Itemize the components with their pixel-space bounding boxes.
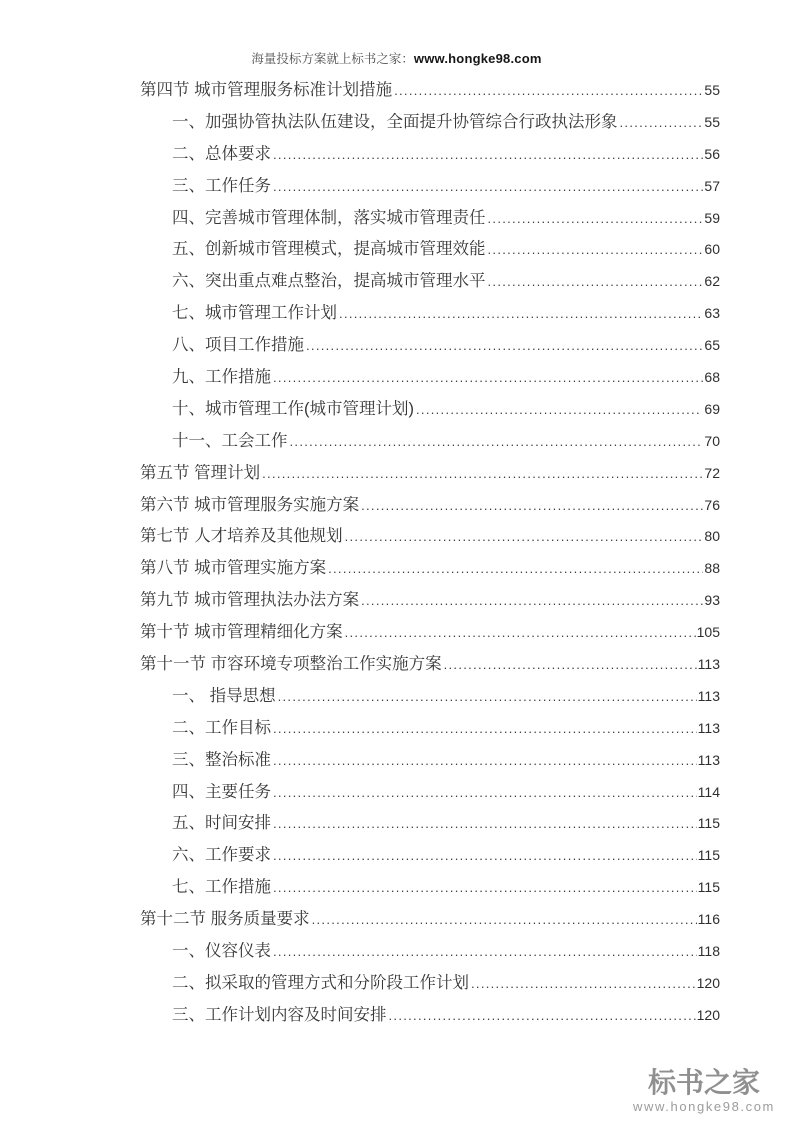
toc-entry[interactable] (140, 234, 720, 266)
toc-dotted-leader (328, 553, 703, 585)
toc-entry[interactable] (140, 266, 720, 298)
toc-dotted-leader (394, 75, 703, 107)
toc-entry-page-number: 63 (704, 305, 720, 322)
watermark-url: www.hongke98.com (633, 1099, 775, 1114)
toc-entry-label: 四、完善城市管理体制，落实城市管理责任 (172, 208, 486, 227)
toc-entry[interactable] (140, 649, 720, 681)
toc-dotted-leader (339, 298, 703, 330)
toc-dotted-leader (273, 936, 697, 968)
toc-entry[interactable] (140, 458, 720, 490)
toc-entry-label: 第九节 城市管理执法办法方案 (140, 591, 360, 610)
toc-entry-page-number: 76 (704, 496, 720, 513)
toc-entry-label: 三、整治标准 (172, 750, 271, 769)
toc-entry[interactable] (140, 681, 720, 713)
toc-dotted-leader (416, 394, 700, 426)
toc-entry-label: 五、时间安排 (172, 814, 271, 833)
toc-dotted-leader (306, 330, 703, 362)
document-header (0, 50, 793, 68)
toc-entry-label: 十、城市管理工作(城市管理计划) (172, 399, 414, 418)
toc-dotted-leader (389, 1000, 696, 1032)
toc-entry-page-number: 80 (704, 528, 720, 545)
toc-entry-label: 八、项目工作措施 (172, 336, 304, 355)
toc-dotted-leader (471, 968, 696, 1000)
toc-entry-label: 十一、工会工作 (172, 431, 288, 450)
watermark-logo: 标书之家 (648, 1067, 761, 1098)
toc-entry-label: 三、工作任务 (172, 176, 271, 195)
toc-dotted-leader (444, 649, 697, 681)
toc-entry-page-number: 69 (700, 400, 720, 417)
toc-entry[interactable] (140, 808, 720, 840)
toc-dotted-leader (290, 426, 704, 458)
toc-entry-page-number: 62 (704, 273, 720, 290)
toc-entry-label: 七、城市管理工作计划 (172, 304, 337, 323)
toc-entry[interactable] (140, 330, 720, 362)
toc-entry-label: 九、工作措施 (172, 368, 271, 387)
toc-entry-label: 一、 指导思想 (172, 686, 276, 705)
toc-dotted-leader (312, 904, 697, 936)
toc-entry-page-number: 120 (696, 974, 720, 991)
table-of-contents (140, 75, 720, 1032)
toc-entry-page-number: 115 (697, 879, 720, 896)
toc-entry-page-number: 93 (704, 592, 720, 609)
toc-entry-page-number: 114 (697, 783, 720, 800)
toc-entry[interactable] (140, 713, 720, 745)
toc-entry[interactable] (140, 521, 720, 553)
toc-dotted-leader (488, 203, 704, 235)
toc-entry-page-number: 68 (704, 369, 720, 386)
header-url: www.hongke98.com (413, 51, 542, 66)
toc-entry-label: 第八节 城市管理实施方案 (140, 559, 327, 578)
toc-entry[interactable] (140, 298, 720, 330)
toc-dotted-leader (273, 139, 703, 171)
toc-entry-label: 一、加强协管执法队伍建设，全面提升协管综合行政执法形象 (172, 112, 618, 131)
toc-entry[interactable] (140, 139, 720, 171)
toc-entry-page-number: 70 (704, 432, 720, 449)
toc-entry[interactable] (140, 872, 720, 904)
toc-dotted-leader (273, 777, 697, 809)
toc-entry-page-number: 115 (697, 847, 720, 864)
toc-entry-label: 二、拟采取的管理方式和分阶段工作计划 (172, 973, 469, 992)
toc-entry-label: 一、仪容仪表 (172, 942, 271, 961)
watermark (633, 1068, 775, 1114)
toc-entry[interactable] (140, 171, 720, 203)
toc-entry-page-number: 113 (697, 751, 720, 768)
toc-entry[interactable] (140, 75, 720, 107)
toc-entry-page-number: 88 (704, 560, 720, 577)
toc-entry-page-number: 57 (704, 177, 720, 194)
toc-dotted-leader (273, 808, 697, 840)
toc-entry-page-number: 113 (697, 719, 720, 736)
toc-entry-page-number: 118 (697, 943, 720, 960)
toc-entry-label: 第七节 人才培养及其他规划 (140, 527, 343, 546)
toc-entry[interactable] (140, 362, 720, 394)
toc-entry-label: 六、工作要求 (172, 846, 271, 865)
toc-entry-page-number: 113 (697, 687, 720, 704)
toc-entry[interactable] (140, 968, 720, 1000)
toc-entry-label: 第十一节 市容环境专项整治工作实施方案 (140, 655, 442, 674)
toc-dotted-leader (273, 745, 697, 777)
toc-dotted-leader (488, 234, 704, 266)
toc-entry-page-number: 105 (696, 624, 720, 641)
toc-entry[interactable] (140, 777, 720, 809)
toc-entry-label: 二、总体要求 (172, 144, 271, 163)
toc-entry-label: 第五节 管理计划 (140, 463, 261, 482)
toc-entry[interactable] (140, 840, 720, 872)
header-text: 海量投标方案就上标书之家： (251, 52, 414, 66)
toc-dotted-leader (345, 617, 696, 649)
toc-dotted-leader (488, 266, 704, 298)
toc-entry-label: 四、主要任务 (172, 782, 271, 801)
toc-entry[interactable] (140, 490, 720, 522)
toc-entry[interactable] (140, 617, 720, 649)
toc-entry-label: 第四节 城市管理服务标准计划措施 (140, 81, 393, 99)
toc-entry[interactable] (140, 107, 720, 139)
toc-entry-page-number: 116 (697, 911, 720, 928)
toc-entry-label: 六、突出重点难点整治，提高城市管理水平 (172, 272, 486, 291)
toc-entry-page-number: 56 (704, 145, 720, 162)
toc-dotted-leader (262, 458, 703, 490)
toc-dotted-leader (273, 171, 703, 203)
toc-dotted-leader (278, 681, 697, 713)
toc-entry-page-number: 55 (704, 113, 720, 130)
toc-entry-page-number: 65 (704, 337, 720, 354)
toc-dotted-leader (361, 490, 703, 522)
toc-entry[interactable] (140, 904, 720, 936)
toc-dotted-leader (273, 840, 697, 872)
toc-entry[interactable] (140, 203, 720, 235)
toc-entry[interactable] (140, 745, 720, 777)
toc-entry-label: 三、工作计划内容及时间安排 (172, 1005, 387, 1024)
toc-entry-page-number: 120 (696, 1006, 720, 1023)
toc-entry-label: 第十节 城市管理精细化方案 (140, 623, 343, 642)
toc-entry-page-number: 113 (697, 656, 720, 673)
toc-entry-label: 第十二节 服务质量要求 (140, 910, 310, 929)
toc-entry[interactable] (140, 553, 720, 585)
toc-entry[interactable] (140, 426, 720, 458)
toc-dotted-leader (273, 362, 703, 394)
toc-dotted-leader (273, 872, 697, 904)
toc-entry-page-number: 60 (704, 241, 720, 258)
toc-dotted-leader (620, 107, 704, 139)
toc-entry-page-number: 72 (704, 464, 720, 481)
toc-entry[interactable] (140, 936, 720, 968)
toc-entry-label: 七、工作措施 (172, 878, 271, 897)
toc-entry-label: 五、创新城市管理模式，提高城市管理效能 (172, 240, 486, 259)
toc-entry-page-number: 115 (697, 815, 720, 832)
toc-dotted-leader (273, 713, 697, 745)
toc-entry-label: 二、工作目标 (172, 718, 271, 737)
toc-entry[interactable] (140, 394, 720, 426)
toc-entry-page-number: 55 (704, 82, 720, 98)
toc-entry[interactable] (140, 585, 720, 617)
toc-dotted-leader (345, 521, 704, 553)
toc-entry[interactable] (140, 1000, 720, 1032)
toc-dotted-leader (361, 585, 703, 617)
toc-entry-label: 第六节 城市管理服务实施方案 (140, 495, 360, 514)
toc-entry-page-number: 59 (704, 209, 720, 226)
